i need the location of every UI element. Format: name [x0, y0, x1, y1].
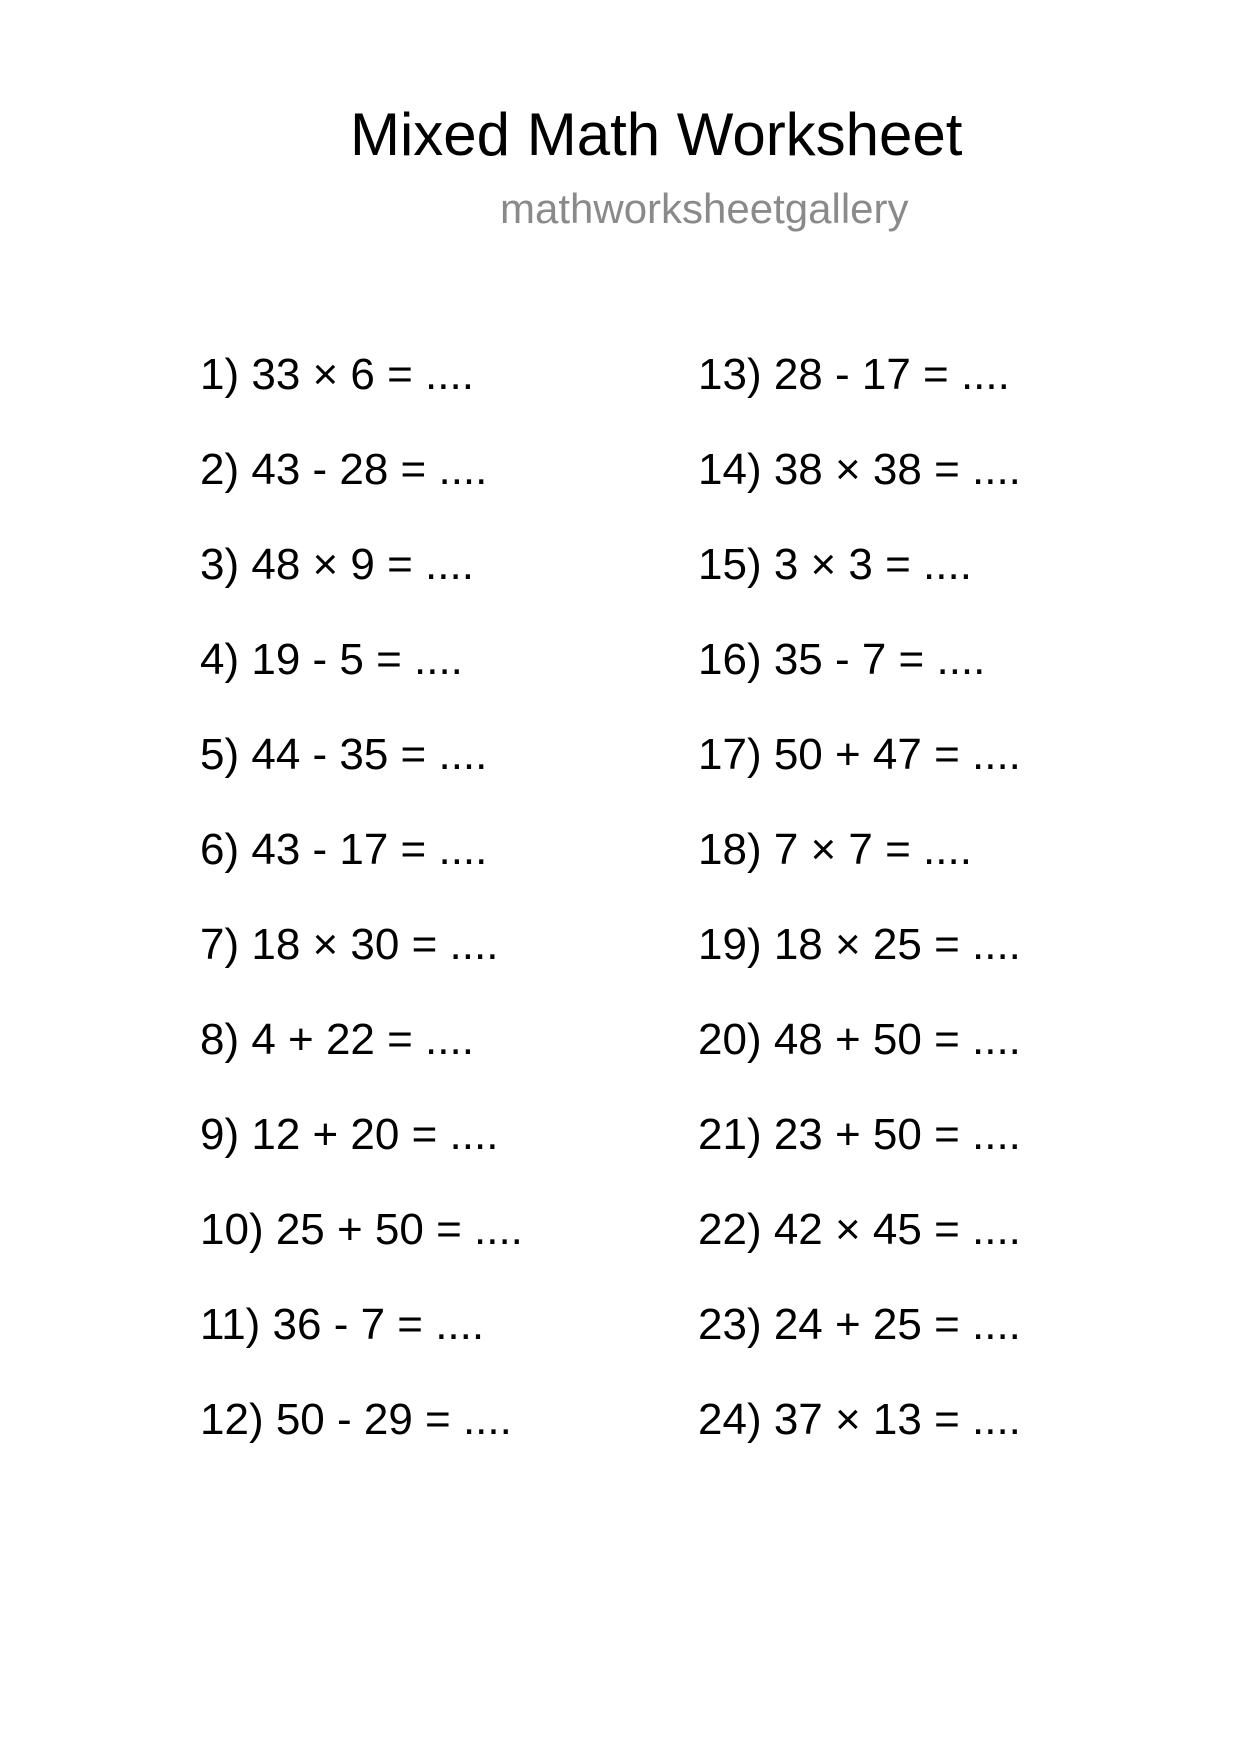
- problem-item: 2) 43 - 28 = ....: [200, 445, 488, 494]
- problem-item: 11) 36 - 7 = ....: [200, 1300, 485, 1349]
- problem-item: 1) 33 × 6 = ....: [200, 350, 474, 399]
- problem-item: 6) 43 - 17 = ....: [200, 825, 488, 874]
- problem-item: 21) 23 + 50 = ....: [698, 1110, 1021, 1159]
- problem-item: 16) 35 - 7 = ....: [698, 635, 986, 684]
- problem-item: 5) 44 - 35 = ....: [200, 730, 488, 779]
- problem-item: 18) 7 × 7 = ....: [698, 825, 972, 874]
- problem-item: 10) 25 + 50 = ....: [200, 1205, 523, 1254]
- problem-item: 12) 50 - 29 = ....: [200, 1395, 512, 1444]
- problem-item: 14) 38 × 38 = ....: [698, 445, 1021, 494]
- problem-item: 22) 42 × 45 = ....: [698, 1205, 1021, 1254]
- problem-item: 15) 3 × 3 = ....: [698, 540, 972, 589]
- problem-item: 4) 19 - 5 = ....: [200, 635, 463, 684]
- problem-item: 19) 18 × 25 = ....: [698, 920, 1021, 969]
- problem-item: 3) 48 × 9 = ....: [200, 540, 474, 589]
- problem-item: 7) 18 × 30 = ....: [200, 920, 499, 969]
- worksheet-title: Mixed Math Worksheet: [350, 101, 963, 168]
- problem-column-right: [698, 347, 1021, 1487]
- problem-item: 8) 4 + 22 = ....: [200, 1015, 474, 1064]
- problem-item: 9) 12 + 20 = ....: [200, 1110, 499, 1159]
- problem-item: 23) 24 + 25 = ....: [698, 1300, 1021, 1349]
- problem-item: 20) 48 + 50 = ....: [698, 1015, 1021, 1064]
- problem-item: 17) 50 + 47 = ....: [698, 730, 1021, 779]
- problem-item: 13) 28 - 17 = ....: [698, 350, 1010, 399]
- problem-column-left: [200, 347, 523, 1487]
- problem-item: 24) 37 × 13 = ....: [698, 1395, 1021, 1444]
- worksheet-source: mathworksheetgallery: [500, 185, 909, 232]
